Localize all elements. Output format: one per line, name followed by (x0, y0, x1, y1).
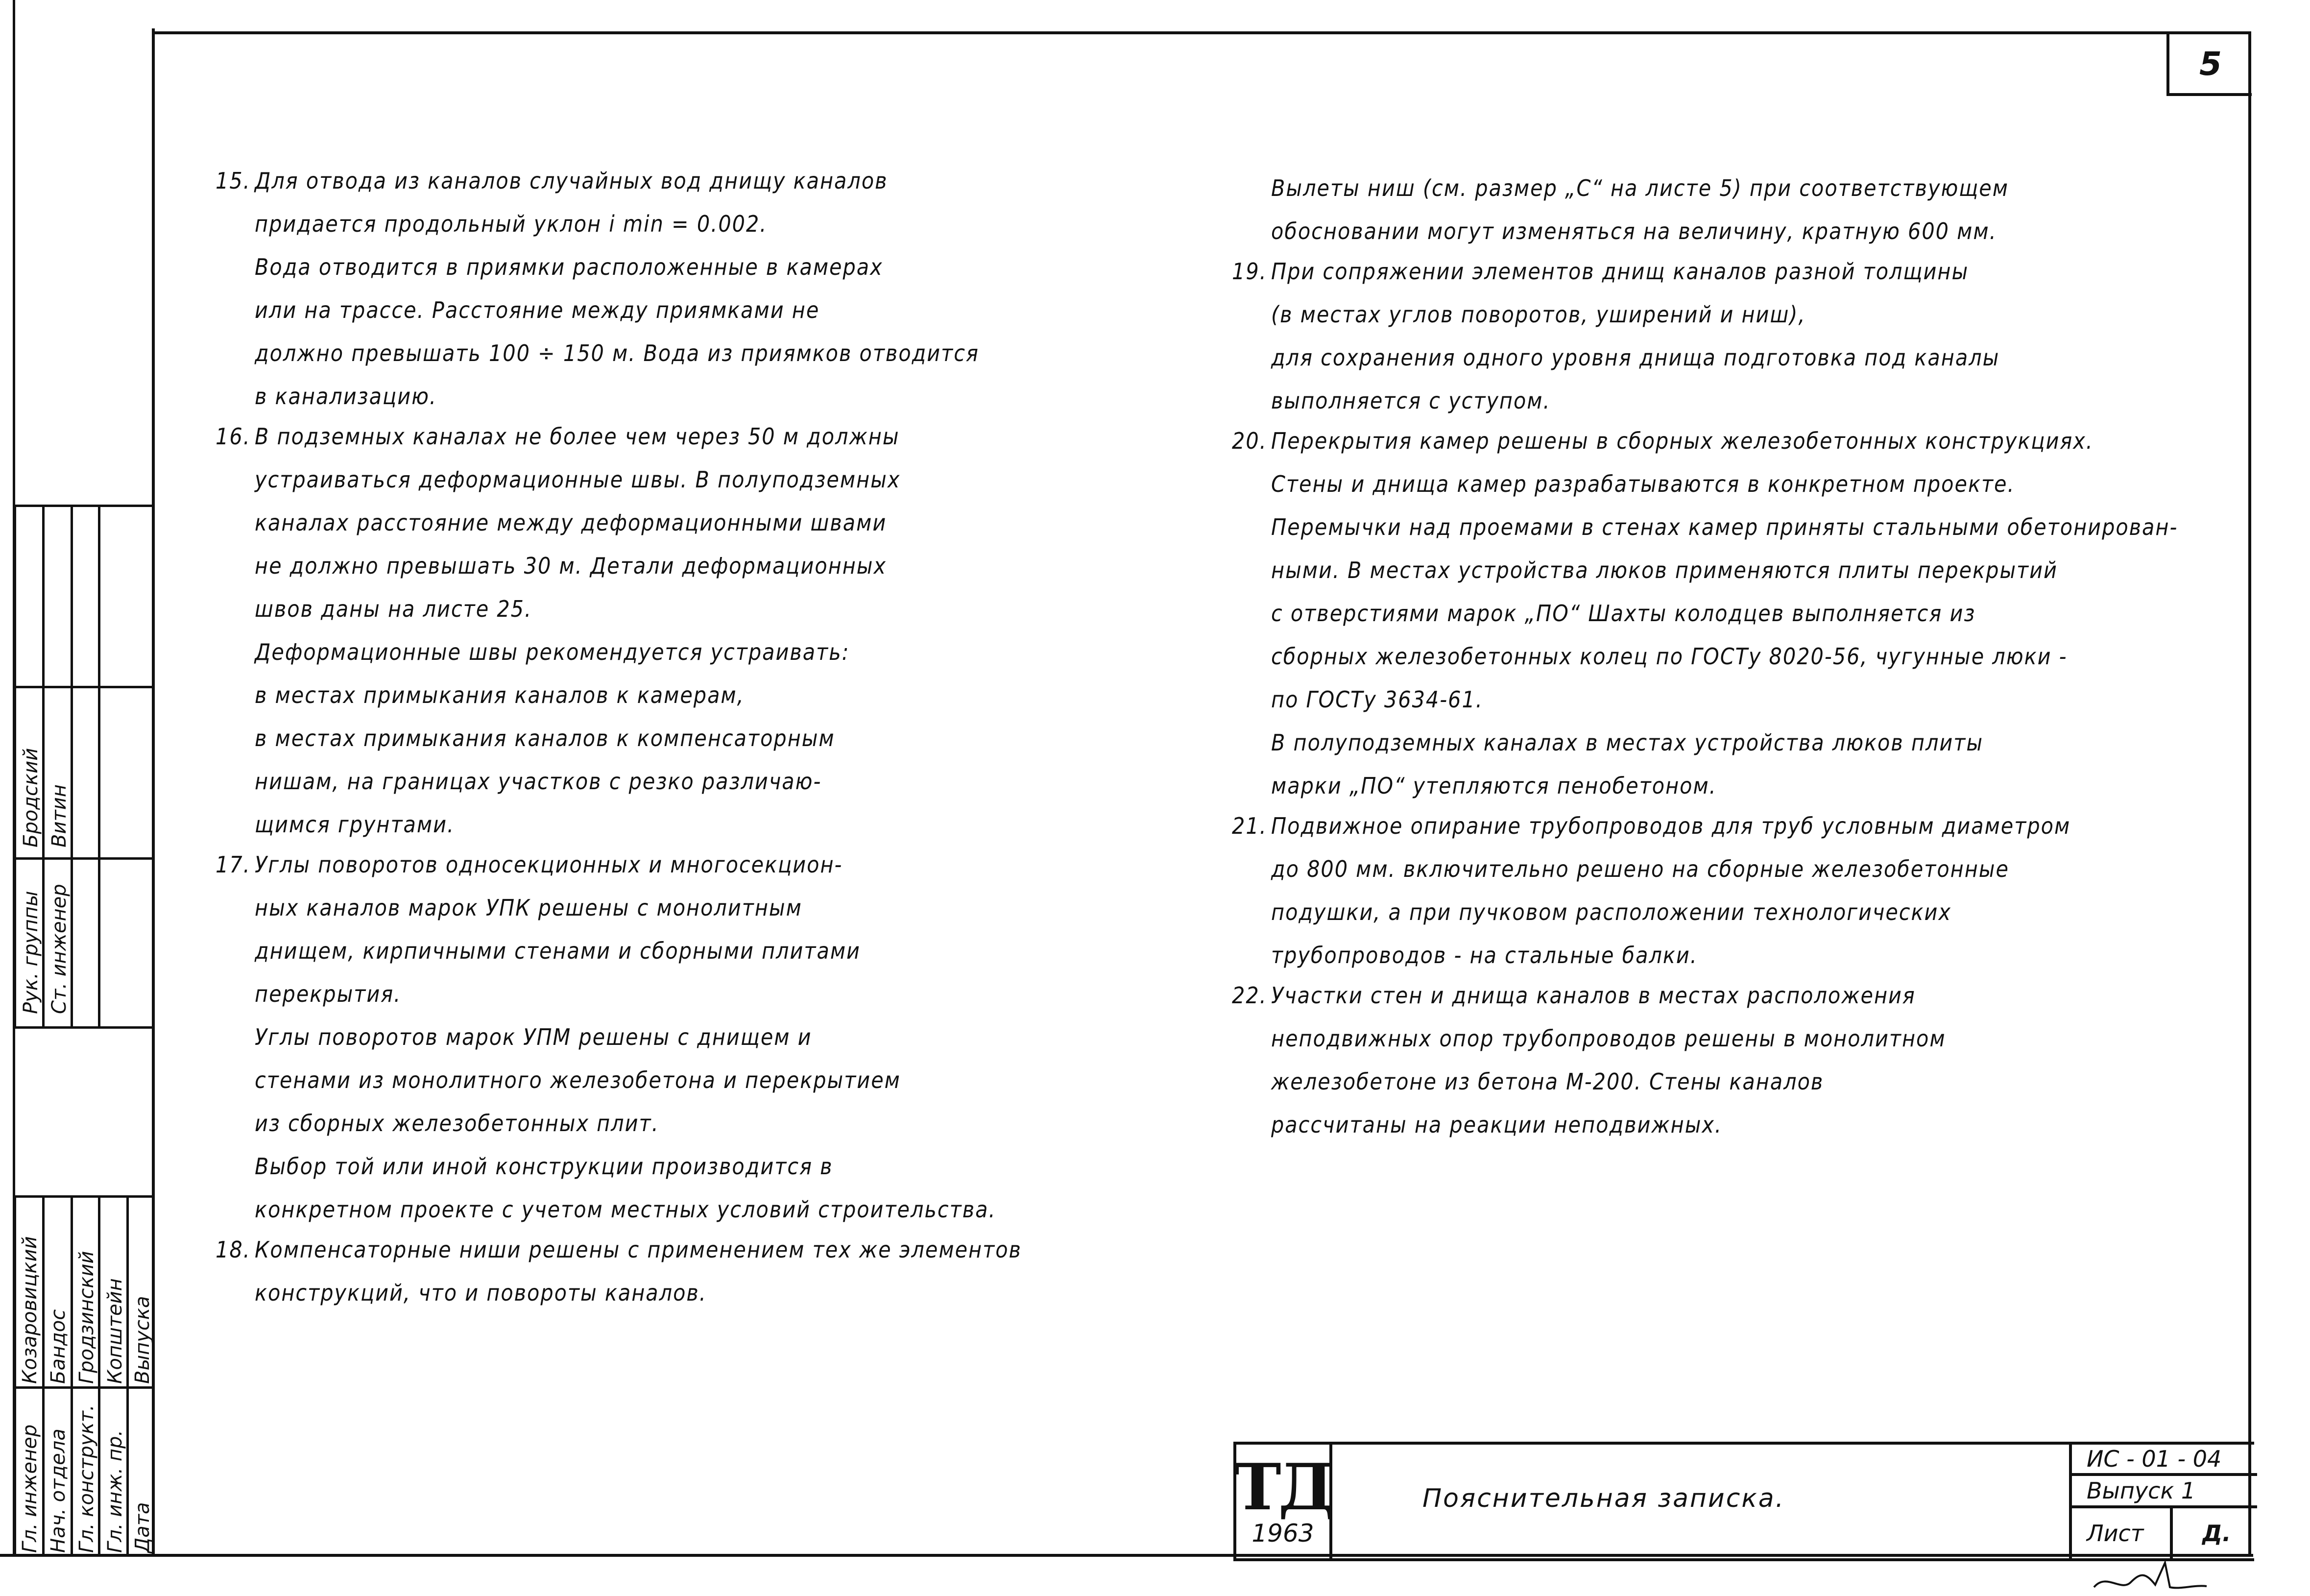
text-line: до 800 мм. включительно решено на сборные железобетонные (1271, 856, 2009, 882)
text-line: Выбор той или иной конструкции производится в (255, 1153, 833, 1180)
paragraph (1232, 174, 2231, 245)
text-line: в канализацию. (255, 383, 437, 410)
frame-right-line (2248, 31, 2251, 1556)
text-line: Стены и днища камер разрабатываются в конкретном проекте. (1271, 471, 2015, 497)
stamp-name-1: Бродский (20, 748, 42, 847)
text-line: в местах примыкания каналов к камерам, (255, 682, 745, 708)
stamp-name-6: Копштейн (104, 1278, 126, 1384)
document-title: Пояснительная записка. (1422, 1484, 1785, 1513)
text-line: каналах расстояние между деформационными швами (255, 509, 887, 536)
stamp-upper (14, 505, 146, 1029)
paragraph (216, 1235, 1058, 1307)
text-line: для сохранения одного уровня днища подготовка под каналы (1271, 344, 2000, 371)
paragraph (1232, 257, 2231, 415)
text-line: железобетоне из бетона М-200. Стены каналов (1271, 1068, 1824, 1095)
text-line: перекрытия. (255, 981, 402, 1007)
stamp-role-4: Нач. отдела (47, 1428, 70, 1553)
text-line: стенами из монолитного железобетона и перекрытием (255, 1067, 901, 1093)
signature (2092, 1558, 2209, 1596)
text-line: В полуподземных каналах в местах устройства люков плиты (1271, 729, 1984, 756)
sheet-label: Лист (2087, 1520, 2144, 1547)
text-line: трубопроводов - на стальные балки. (1271, 942, 1698, 968)
paragraph (216, 422, 1058, 839)
text-line: рассчитаны на реакции неподвижных. (1271, 1112, 1723, 1138)
paragraph (216, 167, 1058, 411)
stamp-role-5: Гл. конструкт. (75, 1404, 98, 1553)
stamp-role-3: Гл. инженер (19, 1424, 41, 1553)
text-line: Вода отводится в приямки расположенные в камерах (255, 254, 883, 280)
title-block (1233, 1442, 2254, 1561)
logo-mark: ТД (1233, 1450, 1332, 1524)
sheet-row (2072, 1508, 2257, 1558)
text-line: конструкций, что и повороты каналов. (255, 1280, 707, 1306)
page-number: 5 (2166, 34, 2252, 96)
stamp-lower (14, 1195, 154, 1555)
text-line: придается продольный уклон i min = 0.002. (255, 211, 768, 237)
text-line: обосновании могут изменяться на величину, кратную 600 мм. (1271, 218, 1997, 244)
paragraph (216, 850, 1058, 1224)
text-line: Участки стен и днища каналов в местах расположения (1271, 982, 1916, 1009)
paragraph-number: 21. (1232, 813, 1267, 839)
paragraph-number: 15. (216, 168, 251, 194)
text-line: Подвижное опирание трубопроводов для труб условным диаметром (1271, 813, 2071, 839)
text-line: устраиваться деформационные швы. В полуподземных (255, 466, 901, 493)
paragraph-number: 17. (216, 851, 251, 878)
paragraph-number: 16. (216, 423, 251, 450)
stamp-role-2: Ст. инженер (48, 884, 71, 1014)
text-line: нишам, на границах участков с резко различаю- (255, 768, 822, 795)
text-line: Для отвода из каналов случайных вод днищу каналов (255, 168, 888, 194)
stamp-name-4: Бандос (47, 1309, 70, 1384)
text-line: неподвижных опор трубопроводов решены в монолитном (1271, 1025, 1946, 1052)
left-text-column (216, 167, 1058, 1319)
paragraph-number: 18. (216, 1236, 251, 1263)
frame-top-line (152, 31, 2251, 34)
logo-year: 1963 (1251, 1519, 1314, 1548)
text-line: или на трассе. Расстояние между приямками не (255, 297, 820, 323)
stamp-date-label: Дата (131, 1502, 154, 1553)
issue-number: Выпуск 1 (2072, 1476, 2257, 1508)
text-line: выполняется с уступом. (1271, 387, 1551, 414)
text-line: В подземных каналах не более чем через 50 м должны (255, 423, 900, 450)
text-line: При сопряжении элементов днищ каналов разной толщины (1271, 258, 1969, 285)
text-line: Деформационные швы рекомендуется устраивать: (255, 639, 850, 665)
text-line: конкретном проекте с учетом местных условий строительства. (255, 1196, 996, 1223)
document-code: ИС - 01 - 04 (2072, 1445, 2257, 1476)
paragraph (1232, 427, 2231, 800)
text-line: марки „ПО“ утепляются пенобетоном. (1271, 773, 1717, 799)
text-line: щимся грунтами. (255, 811, 455, 838)
stamp-name-3: Козаровицкий (19, 1236, 41, 1384)
sheet-value: Д. (2202, 1520, 2231, 1547)
text-line: Перемычки над проемами в стенах камер приняты стальными обетонирован- (1271, 514, 2178, 540)
text-line: Углы поворотов односекционных и многосекцион- (255, 851, 843, 878)
text-line: сборных железобетонных колец по ГОСТу 8020-56, чугунные люки - (1271, 643, 2068, 670)
text-line: ными. В местах устройства люков применяются плиты перекрытий (1271, 557, 2058, 583)
text-line: днищем, кирпичными стенами и сборными плитами (255, 938, 861, 964)
text-line: Вылеты ниш (см. размер „С“ на листе 5) при соответствующем (1271, 175, 2009, 201)
text-line: Углы поворотов марок УПМ решены с днищем и (255, 1024, 812, 1050)
text-line: из сборных железобетонных плит. (255, 1110, 659, 1137)
text-line: в местах примыкания каналов к компенсаторным (255, 725, 835, 751)
title-block-info (2069, 1445, 2260, 1558)
paragraph-number: 19. (1232, 258, 1267, 285)
text-line: ных каналов марок УПК решены с монолитным (255, 895, 802, 921)
paragraph (1232, 981, 2231, 1139)
text-line: швов даны на листе 25. (255, 596, 532, 622)
text-line: (в местах углов поворотов, уширений и ниш), (1271, 301, 1806, 328)
text-line: Компенсаторные ниши решены с применением тех же элементов (255, 1236, 1022, 1263)
stamp-role-1: Рук. группы (20, 891, 42, 1014)
right-text-column (1232, 174, 2231, 1151)
stamp-name-5: Гродзинский (75, 1251, 98, 1384)
text-line: подушки, а при пучковом расположении технологических (1271, 899, 1951, 925)
text-line: не должно превышать 30 м. Детали деформационных (255, 553, 887, 579)
text-line: по ГОСТу 3634-61. (1271, 686, 1483, 713)
paragraph (1232, 812, 2231, 969)
stamp-name-2: Витин (48, 784, 71, 847)
logo (1233, 1445, 1332, 1558)
paragraph-number: 22. (1232, 982, 1267, 1009)
text-line: Перекрытия камер решены в сборных железобетонных конструкциях. (1271, 428, 2093, 454)
stamp-role-6: Гл. инж. пр. (104, 1429, 126, 1553)
stamp-issue-label: Выпуска (131, 1296, 154, 1384)
paragraph-number: 20. (1232, 428, 1267, 454)
text-line: должно превышать 100 ÷ 150 м. Вода из приямков отводится (255, 340, 979, 366)
text-line: с отверстиями марок „ПО“ Шахты колодцев выполняется из (1271, 600, 1976, 627)
